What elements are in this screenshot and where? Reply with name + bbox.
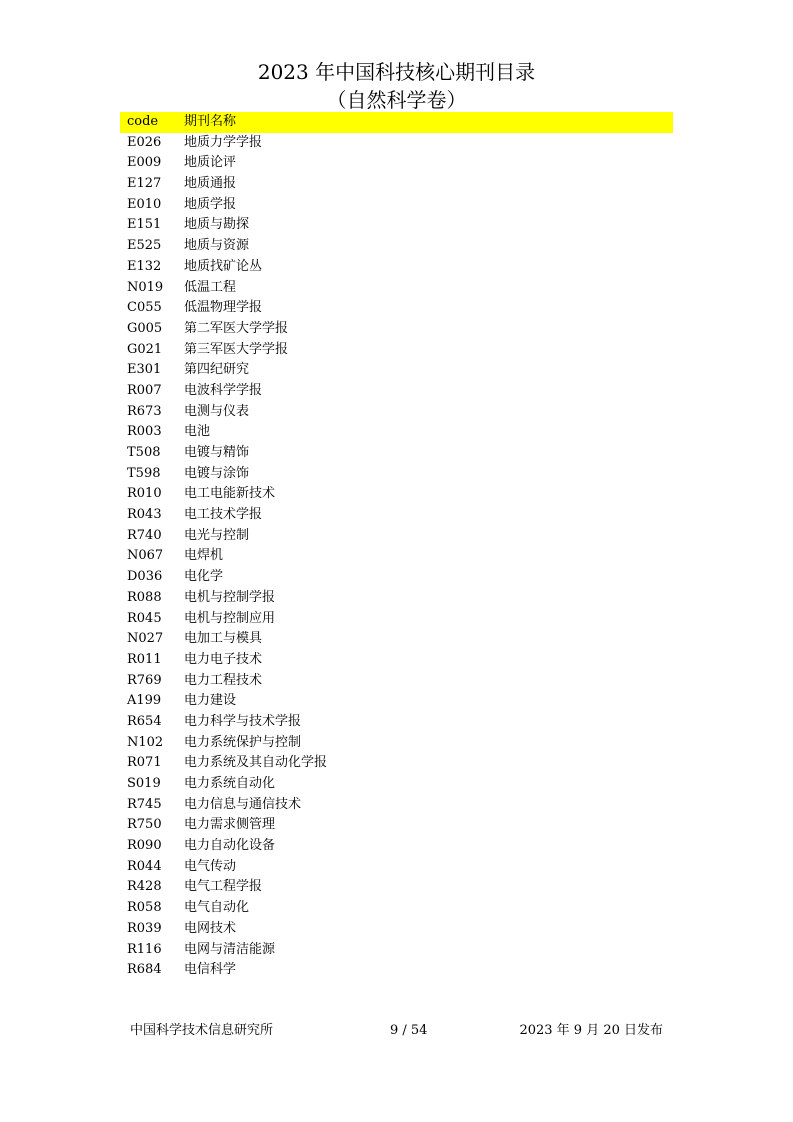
table-row — [120, 898, 673, 919]
page-subtitle: （自然科学卷） — [326, 88, 467, 112]
journal-code: R684 — [127, 962, 162, 978]
page-title: 2023 年中国科技核心期刊目录 — [257, 60, 536, 84]
journal-name: 电力信息与通信技术 — [184, 796, 302, 812]
journal-name: 电镀与涂饰 — [184, 465, 250, 481]
journal-code: R007 — [127, 382, 162, 398]
table-row — [120, 753, 673, 774]
table-row — [120, 236, 673, 257]
journal-code: E010 — [127, 196, 162, 212]
journal-code: S019 — [127, 776, 161, 791]
table-row — [120, 464, 673, 485]
table-row — [120, 960, 673, 981]
journal-name: 电机与控制学报 — [184, 589, 276, 605]
journal-code: N102 — [127, 734, 164, 750]
table-row — [120, 857, 673, 878]
journal-name: 电气传动 — [184, 858, 237, 874]
journal-name: 电力系统保护与控制 — [184, 734, 302, 750]
table-row — [120, 505, 673, 526]
journal-code: R769 — [127, 672, 162, 688]
footer-date: 2023 年 9 月 20 日发布 — [519, 1023, 663, 1038]
header-code: code — [127, 114, 159, 129]
table-row — [120, 278, 673, 299]
journal-code: R045 — [127, 610, 162, 626]
journal-name: 电波科学学报 — [184, 382, 263, 398]
table-row — [120, 484, 673, 505]
journal-code: R740 — [127, 527, 162, 543]
journal-name: 第二军医大学学报 — [184, 320, 289, 336]
journal-code: C055 — [127, 300, 162, 316]
journal-code: T598 — [127, 465, 161, 481]
journal-code: R090 — [127, 838, 162, 854]
journal-code: R058 — [127, 900, 162, 916]
journal-name: 第三军医大学学报 — [184, 341, 289, 357]
journal-name: 电力系统及其自动化学报 — [184, 755, 328, 771]
table-row — [120, 546, 673, 567]
journal-name: 电力科学与技术学报 — [184, 713, 302, 729]
journal-code: E525 — [127, 238, 162, 254]
journal-code: N067 — [127, 548, 164, 564]
journal-code: G005 — [127, 320, 163, 336]
journal-name: 电力工程技术 — [184, 672, 263, 688]
journal-name: 电测与仪表 — [184, 403, 250, 419]
journal-name: 地质与勘探 — [184, 217, 250, 233]
journal-code: N027 — [127, 631, 164, 647]
journal-code: R071 — [127, 755, 162, 771]
table-body — [120, 133, 673, 981]
journal-name: 电焊机 — [184, 548, 224, 564]
journal-code: N019 — [127, 279, 164, 295]
journal-code: E009 — [127, 155, 162, 171]
table-row — [120, 609, 673, 630]
journal-name: 电机与控制应用 — [184, 610, 276, 626]
table-row — [120, 919, 673, 940]
journal-name: 电网技术 — [184, 920, 237, 936]
journal-name: 电气工程学报 — [184, 879, 263, 895]
journal-name: 电网与清洁能源 — [184, 941, 276, 957]
table-row — [120, 671, 673, 692]
table-row — [120, 215, 673, 236]
table-row — [120, 940, 673, 961]
table-row — [120, 526, 673, 547]
table-row — [120, 443, 673, 464]
journal-code: E132 — [127, 258, 162, 274]
journal-name: 电工电能新技术 — [184, 486, 276, 502]
journal-name: 电工技术学报 — [184, 507, 263, 523]
table-row — [120, 795, 673, 816]
journal-name: 低温工程 — [184, 279, 237, 295]
journal-code: R116 — [127, 941, 162, 957]
journal-name: 电光与控制 — [184, 527, 250, 543]
journal-name: 电信科学 — [184, 962, 237, 978]
journal-code: T508 — [127, 445, 161, 460]
table-row — [120, 712, 673, 733]
journal-table — [120, 112, 673, 981]
journal-code: R010 — [127, 486, 162, 502]
journal-code: G021 — [127, 341, 163, 357]
table-row — [120, 691, 673, 712]
table-row — [120, 174, 673, 195]
table-row — [120, 381, 673, 402]
journal-code: D036 — [127, 569, 163, 585]
footer-page-number: 9 / 54 — [390, 1023, 428, 1038]
table-row — [120, 360, 673, 381]
journal-code: R088 — [127, 589, 162, 605]
journal-code: R654 — [127, 713, 162, 729]
journal-code: R003 — [127, 424, 162, 440]
journal-name: 电力自动化设备 — [184, 838, 276, 854]
footer-organization: 中国科学技术信息研究所 — [130, 1023, 274, 1038]
table-row — [120, 257, 673, 278]
journal-name: 地质找矿论丛 — [184, 258, 263, 274]
journal-code: R011 — [127, 651, 162, 667]
journal-code: R044 — [127, 858, 162, 874]
journal-code: E151 — [127, 217, 162, 233]
journal-code: R745 — [127, 796, 162, 812]
table-header-row — [120, 112, 673, 133]
table-row — [120, 774, 673, 795]
journal-code: E301 — [127, 362, 162, 378]
table-row — [120, 133, 673, 154]
journal-code: R673 — [127, 403, 162, 419]
journal-code: R750 — [127, 817, 162, 833]
page-footer — [0, 1021, 793, 1041]
table-row — [120, 153, 673, 174]
journal-code: A199 — [127, 693, 162, 709]
table-row — [120, 836, 673, 857]
journal-name: 电力系统自动化 — [184, 776, 276, 791]
journal-name: 电化学 — [184, 569, 224, 585]
table-row — [120, 422, 673, 443]
journal-name: 电加工与模具 — [184, 631, 263, 647]
journal-name: 地质与资源 — [184, 238, 250, 254]
journal-name: 地质论评 — [184, 155, 237, 171]
journal-code: R043 — [127, 507, 162, 523]
journal-code: R039 — [127, 920, 162, 936]
table-row — [120, 877, 673, 898]
table-row — [120, 733, 673, 754]
journal-name: 第四纪研究 — [184, 362, 250, 378]
journal-name: 电力电子技术 — [184, 651, 263, 667]
journal-name: 电池 — [184, 424, 211, 440]
journal-name: 电力需求侧管理 — [184, 817, 276, 833]
journal-name: 电力建设 — [184, 693, 237, 709]
journal-name: 地质力学学报 — [184, 134, 263, 150]
journal-name: 低温物理学报 — [184, 300, 263, 316]
table-row — [120, 588, 673, 609]
table-row — [120, 815, 673, 836]
journal-name: 地质通报 — [184, 176, 237, 192]
journal-name: 电气自动化 — [184, 900, 250, 916]
table-row — [120, 195, 673, 216]
table-row — [120, 650, 673, 671]
journal-code: E026 — [127, 134, 162, 150]
table-row — [120, 402, 673, 423]
journal-name: 地质学报 — [184, 196, 237, 212]
header-name: 期刊名称 — [184, 114, 237, 129]
table-row — [120, 567, 673, 588]
journal-code: R428 — [127, 879, 162, 895]
table-row — [120, 629, 673, 650]
table-row — [120, 340, 673, 361]
table-row — [120, 298, 673, 319]
journal-name: 电镀与精饰 — [184, 445, 250, 460]
journal-code: E127 — [127, 176, 162, 192]
table-row — [120, 319, 673, 340]
